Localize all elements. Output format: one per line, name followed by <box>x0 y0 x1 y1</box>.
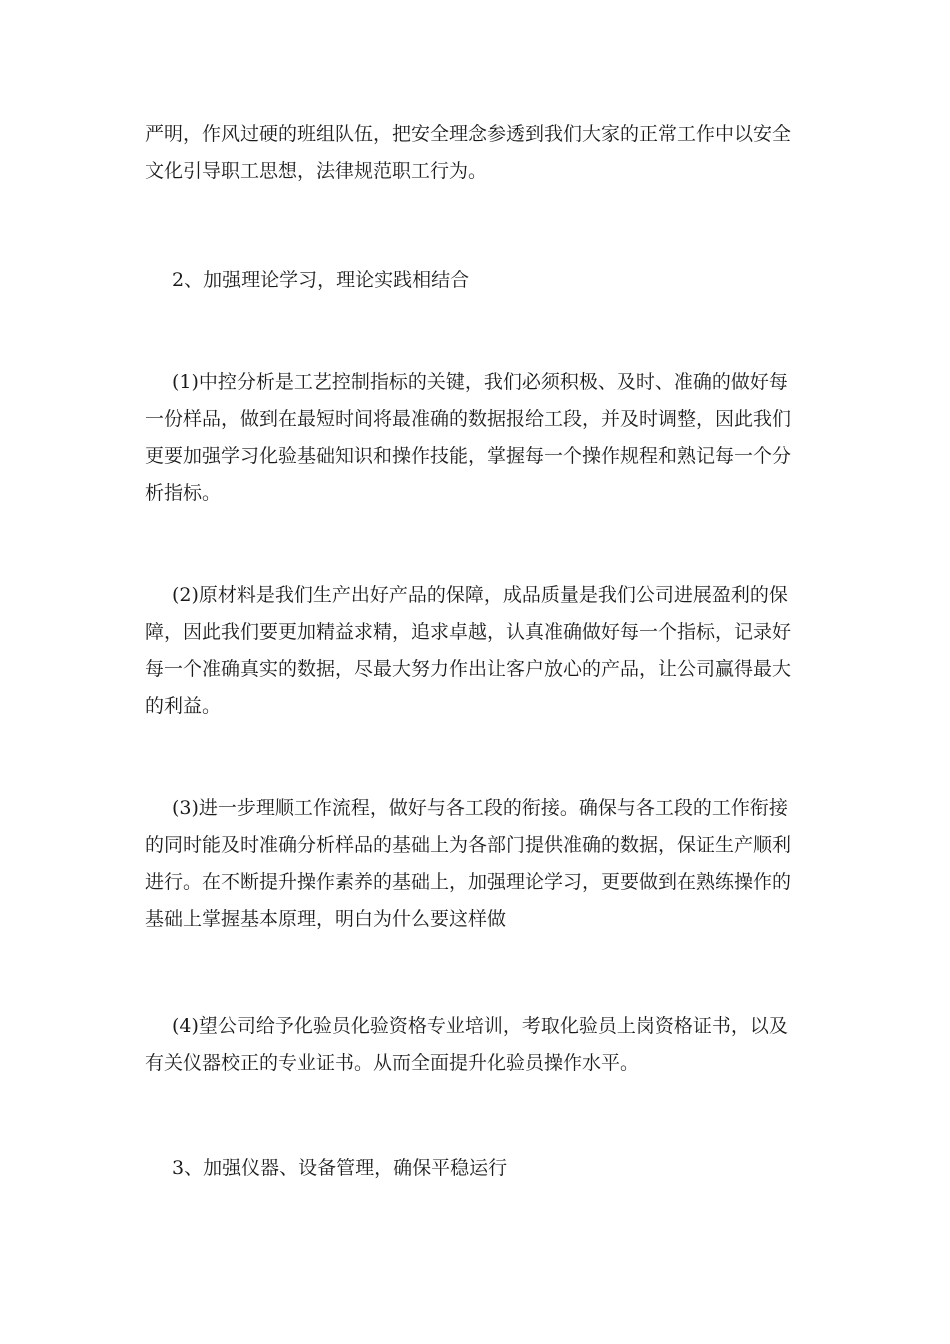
paragraph-line: 更要加强学习化验基础知识和操作技能，掌握每一个操作规程和熟记每一个分 <box>145 445 792 467</box>
paragraph-line: 文化引导职工思想，法律规范职工行为。 <box>145 160 488 182</box>
paragraph-line: 障，因此我们要更加精益求精，追求卓越，认真准确做好每一个指标，记录好 <box>145 621 792 643</box>
paragraph-line: (3)进一步理顺工作流程，做好与各工段的衔接。确保与各工段的工作衔接 <box>172 797 788 819</box>
paragraph-line: (1)中控分析是工艺控制指标的关键，我们必须积极、及时、准确的做好每 <box>172 371 788 393</box>
paragraph-line: (2)原材料是我们生产出好产品的保障，成品质量是我们公司进展盈利的保 <box>172 584 788 606</box>
paragraph-line: 析指标。 <box>145 482 222 504</box>
section-heading-2: 2、加强理论学习，理论实践相结合 <box>172 269 470 291</box>
paragraph-line: 每一个准确真实的数据，尽最大努力作出让客户放心的产品，让公司赢得最大 <box>145 658 792 680</box>
paragraph-intro <box>145 116 805 190</box>
paragraph-item-3 <box>145 790 805 938</box>
paragraph-line: (4)望公司给予化验员化验资格专业培训，考取化验员上岗资格证书，以及 <box>172 1015 788 1037</box>
paragraph-item-4 <box>145 1008 805 1082</box>
section-heading-3: 3、加强仪器、设备管理，确保平稳运行 <box>172 1157 508 1179</box>
paragraph-line: 基础上掌握基本原理，明白为什么要这样做 <box>145 908 507 930</box>
paragraph-line: 进行。在不断提升操作素养的基础上，加强理论学习，更要做到在熟练操作的 <box>145 871 792 893</box>
paragraph-line: 的同时能及时准确分析样品的基础上为各部门提供准确的数据，保证生产顺利 <box>145 834 792 856</box>
paragraph-line: 一份样品，做到在最短时间将最准确的数据报给工段，并及时调整，因此我们 <box>145 408 792 430</box>
paragraph-item-2 <box>145 577 805 725</box>
paragraph-line: 的利益。 <box>145 695 222 717</box>
paragraph-line: 有关仪器校正的专业证书。从而全面提升化验员操作水平。 <box>145 1052 640 1074</box>
paragraph-item-1 <box>145 364 805 512</box>
paragraph-line: 严明，作风过硬的班组队伍，把安全理念参透到我们大家的正常工作中以安全 <box>145 123 792 145</box>
